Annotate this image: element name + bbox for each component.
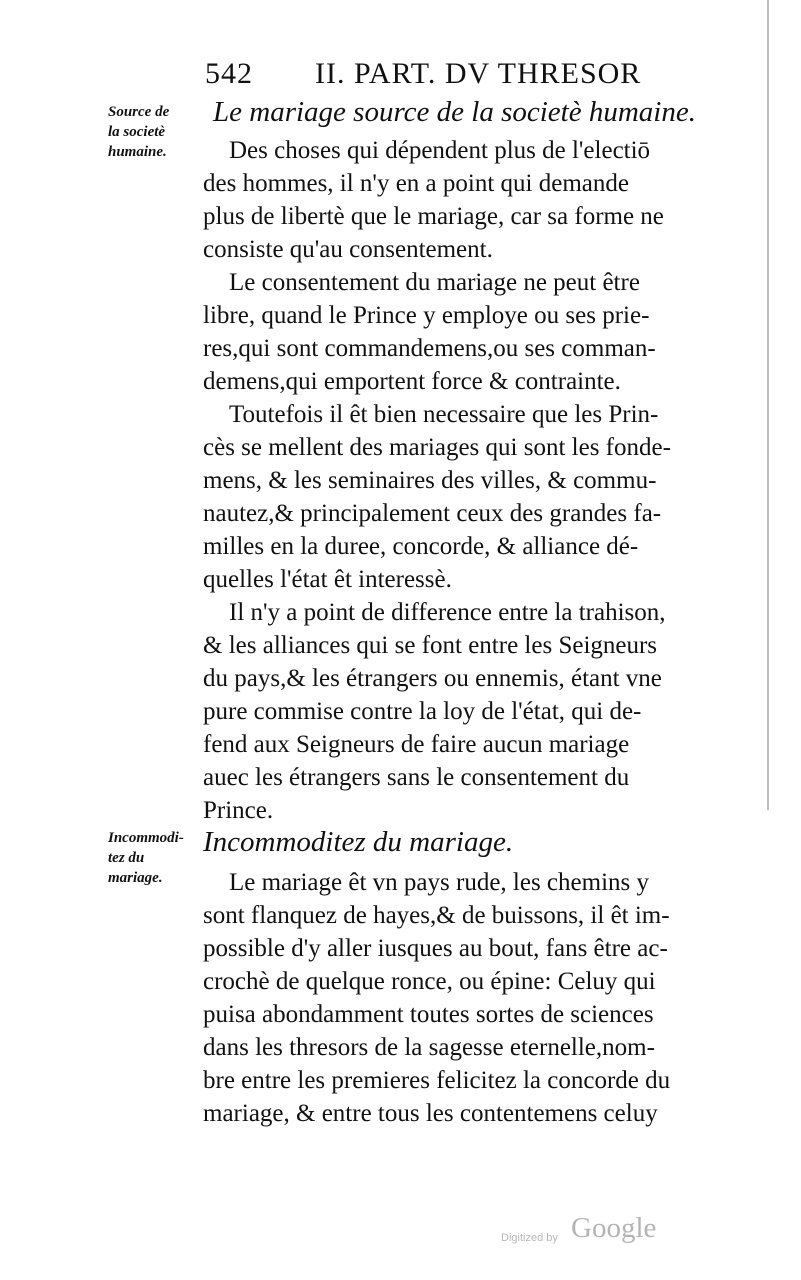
text-line: plus de libertè que le mariage, car sa forme ne — [203, 203, 664, 230]
text-line: Le consentement du mariage ne peut être — [229, 269, 640, 296]
text-line: Toutefois il êt bien necessaire que les Prin- — [229, 401, 659, 428]
text-line: des hommes, il n'y en a point qui demande — [203, 170, 629, 197]
text-line: sont flanquez de hayes,& de buissons, il êt im- — [203, 902, 670, 929]
margin-note-line: Incommodi- — [108, 830, 184, 846]
margin-note-line: la societè — [108, 124, 166, 140]
text-line: Le mariage êt vn pays rude, les chemins y — [229, 869, 649, 896]
digitized-label: Digitized by — [501, 1232, 558, 1244]
margin-note-2 — [108, 828, 200, 888]
text-line: nautez,& principalement ceux des grandes fa- — [203, 500, 662, 527]
text-line: pure commise contre la loy de l'état, qui de- — [203, 698, 642, 725]
text-line: quelles l'état êt interessè. — [203, 566, 452, 593]
digitized-by-google-watermark — [493, 1212, 673, 1252]
text-line: res,qui sont commandemens,ou ses comman- — [203, 335, 656, 362]
page-number: 542 — [205, 57, 253, 90]
margin-note-line: tez du — [108, 850, 145, 866]
section-body-1 — [203, 134, 768, 827]
text-line: fend aux Seigneurs de faire aucun mariage — [203, 731, 630, 758]
text-line: du pays,& les étrangers ou ennemis, étant vne — [203, 665, 662, 692]
google-logo: Google — [571, 1212, 657, 1244]
text-line: mariage, & entre tous les contentemens celuy — [203, 1100, 658, 1127]
text-line: demens,qui emportent force & contrainte. — [203, 368, 621, 395]
margin-note-1 — [108, 102, 200, 162]
section-body-2 — [203, 866, 768, 1130]
section-heading-2: Incommoditez du mariage. — [203, 826, 514, 858]
margin-note-line: Source de — [108, 104, 170, 120]
text-line: cès se mellent des mariages qui sont les fonde- — [203, 434, 671, 461]
text-line: Il n'y a point de difference entre la trahison, — [229, 599, 666, 626]
text-line: auec les étrangers sans le consentement du — [203, 764, 630, 791]
text-line: Prince. — [203, 797, 274, 824]
text-line: milles en la duree, concorde, & alliance dé- — [203, 533, 639, 560]
text-line: consiste qu'au consentement. — [203, 236, 493, 263]
margin-note-line: humaine. — [108, 144, 167, 160]
running-title: II. PART. DV THRESOR — [315, 57, 642, 90]
text-line: bre entre les premieres felicitez la concorde du — [203, 1067, 671, 1094]
text-line: mens, & les seminaires des villes, & commu- — [203, 467, 657, 494]
text-line: puisa abondamment toutes sortes de sciences — [203, 1001, 654, 1028]
text-line: dans les thresors de la sagesse eternelle,nom- — [203, 1034, 655, 1061]
margin-note-line: mariage. — [108, 870, 163, 886]
page-header — [205, 56, 685, 92]
text-line: & les alliances qui se font entre les Seigneurs — [203, 632, 658, 659]
text-line: possible d'y aller iusques au bout, fans être ac- — [203, 935, 668, 962]
text-line: libre, quand le Prince y employe ou ses prie- — [203, 302, 650, 329]
text-line: Des choses qui dépendent plus de l'electiō — [229, 137, 651, 164]
text-line: crochè de quelque ronce, ou épine: Celuy qui — [203, 968, 656, 995]
section-heading-1: Le mariage source de la societè humaine. — [213, 96, 696, 128]
